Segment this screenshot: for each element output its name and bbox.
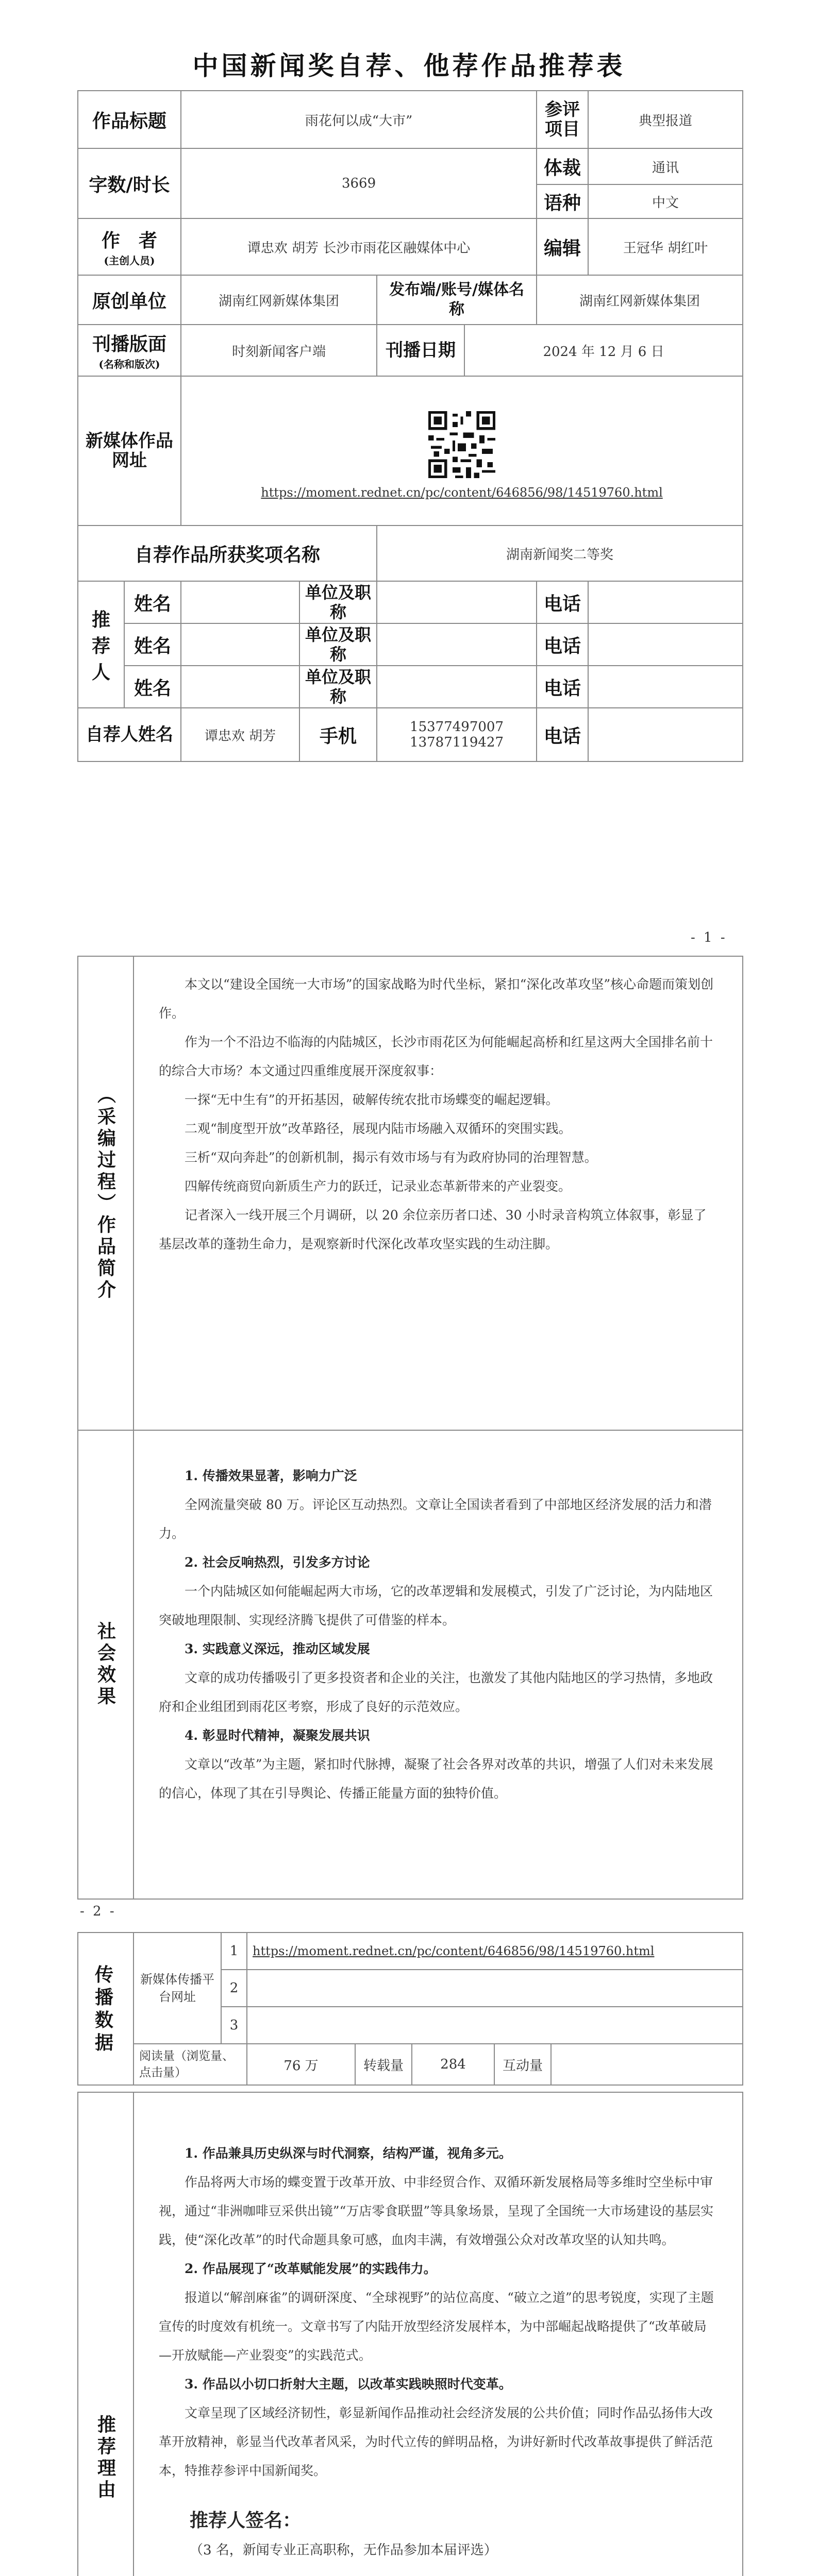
- process-paragraph: 三析“双向奔赴”的创新机制，揭示有效市场与有为政府协同的治理智慧。: [185, 1150, 597, 1165]
- author-value: 谭忠欢 胡芳 长沙市雨花区融媒体中心: [181, 218, 537, 275]
- language-label: 语种: [537, 184, 588, 218]
- publisher-value: 湖南红网新媒体集团: [537, 275, 743, 325]
- process-label: （采编过程）作品简介: [94, 1085, 116, 1301]
- name-value-2: [181, 623, 299, 666]
- info-table: [77, 90, 743, 762]
- name-value-3: [181, 666, 299, 708]
- genre-label: 体裁: [537, 148, 588, 184]
- process-content: [133, 956, 743, 1430]
- layout-label: [78, 325, 181, 376]
- platform-label: 新媒体传播平台网址: [133, 1933, 221, 2044]
- interact-label: 互动量: [494, 2044, 551, 2085]
- genre-value: 通讯: [588, 148, 743, 184]
- process-paragraph: 记者深入一线开展三个月调研，以 20 余位亲历者口述、30 小时录音构筑立体叙事，彰显了基层改革的蓬勃生命力，是观察新时代深化改革攻坚实践的生动注脚。: [159, 1208, 707, 1251]
- award-label: 自荐作品所获奖项名称: [78, 526, 377, 581]
- mobile-value: [377, 708, 537, 761]
- newmedia-label: 新媒体作品网址: [78, 376, 181, 526]
- process-paragraph: 作为一个不沿边不临海的内陆城区，长沙市雨花区为何能崛起高桥和红星这两大全国排名前十的综合大市场？本文通过四重维度展开深度叙事：: [159, 1035, 713, 1078]
- effect-body: 文章以“改革”为主题，紧扣时代脉搏，凝聚了社会各界对改革的共识，增强了人们对未来发展的信心，体现了其在引导舆论、传播正能量方面的独特价值。: [159, 1757, 713, 1801]
- name-value-1: [181, 581, 299, 623]
- reason-body: 作品将两大市场的蝶变置于改革开放、中非经贸合作、双循环新发展格局等多维时空坐标中审视，通过“非洲咖啡豆采供出镜”“万店零食联盟”等具象场景，呈现了全国统一大市场建设的基层实践，使“深化改革”的时代命题具象可感，血肉丰满，有效增强公众对改革攻坚的认知共鸣。: [159, 2175, 714, 2247]
- newmedia-url-link[interactable]: https://moment.rednet.cn/pc/content/646856/98/14519760.html: [261, 485, 663, 500]
- platform-url-1: [247, 1933, 743, 1970]
- publisher-label: 发布端/账号/媒体名称: [377, 275, 537, 325]
- name-label-3: 姓名: [124, 666, 181, 708]
- author-label: [78, 218, 181, 275]
- unit-label-3: 单位及职称: [299, 666, 377, 708]
- phone-value-2: [588, 623, 743, 666]
- recommender-label: 推荐人: [78, 581, 124, 708]
- reason-body: 文章呈现了区域经济韧性，彰显新闻作品推动社会经济发展的公共价值；同时作品弘扬伟大改革开放精神，彰显当代改革者风采，为时代立传的鲜明品格，为讲好新时代改革故事提供了鲜活范本，特推荐参评中国新闻奖。: [159, 2405, 713, 2478]
- work-title-value: 雨花何以成“大市”: [181, 91, 537, 148]
- effect-body: 文章的成功传播吸引了更多投资者和企业的关注，也激发了其他内陆地区的学习热情，多地政府和企业组团到雨花区考察，形成了良好的示范效应。: [159, 1670, 713, 1714]
- unit-value-3: [377, 666, 537, 708]
- origin-label: 原创单位: [78, 275, 181, 325]
- qr-code-icon: [428, 411, 495, 478]
- layout-value: 时刻新闻客户端: [181, 325, 377, 376]
- editor-value: 王冠华 胡红叶: [588, 218, 743, 275]
- category-label: 参评项目: [537, 91, 588, 148]
- page-number-1: - 1 -: [691, 930, 727, 945]
- share-value: 284: [412, 2044, 494, 2085]
- reason-heading: 3. 作品以小切口折射大主题，以改革实践映照时代变革。: [185, 2377, 512, 2392]
- name-label-1: 姓名: [124, 581, 181, 623]
- read-label: 阅读量（浏览量、点击量）: [133, 2044, 247, 2085]
- unit-label-2: 单位及职称: [299, 623, 377, 666]
- spread-table: [77, 1932, 743, 2086]
- effect-body: 一个内陆城区如何能崛起两大市场，它的改革逻辑和发展模式，引发了广泛讨论，为内陆地区突破地理限制、实现经济腾飞提供了可借鉴的样本。: [159, 1584, 713, 1628]
- process-paragraph: 四解传统商贸向新质生产力的跃迁，记录业态革新带来的产业裂变。: [185, 1179, 572, 1194]
- self-name-value: 谭忠欢 胡芳: [181, 708, 299, 761]
- process-paragraph: 本文以“建设全国统一大市场”的国家战略为时代坐标，紧扣“深化改革攻坚”核心命题而策划创作。: [159, 977, 714, 1021]
- effect-heading: 4. 彰显时代精神，凝聚发展共识: [185, 1728, 370, 1743]
- wordcount-value: 3669: [181, 148, 537, 218]
- wordcount-label: 字数/时长: [78, 148, 181, 218]
- date-label: 刊播日期: [377, 325, 464, 376]
- layout-label-text: 刊播版面: [92, 333, 167, 355]
- effect-body: 全网流量突破 80 万。评论区互动热烈。文章让全国读者看到了中部地区经济发展的活力和潜力。: [159, 1497, 712, 1541]
- effect-heading: 3. 实践意义深远，推动区域发展: [185, 1641, 370, 1656]
- platform-url-3: [247, 2007, 743, 2044]
- author-label-sub: (主创人员): [104, 255, 155, 267]
- origin-value: 湖南红网新媒体集团: [181, 275, 377, 325]
- platform-row-1: 1: [221, 1933, 247, 1970]
- interact-value: [551, 2044, 743, 2085]
- unit-value-2: [377, 623, 537, 666]
- phone-label-2: 电话: [537, 623, 588, 666]
- effect-heading: 1. 传播效果显著，影响力广泛: [185, 1468, 357, 1483]
- mobile-2: 13787119427: [410, 735, 504, 750]
- phone-value-3: [588, 666, 743, 708]
- editor-label: 编辑: [537, 218, 588, 275]
- reason-label: 推荐理由: [94, 2415, 116, 2501]
- recommender-sign-note: （3 名，新闻专业正高职称，无作品参加本届评选）: [190, 2543, 497, 2558]
- reason-heading: 1. 作品兼具历史纵深与时代洞察，结构严谨，视角多元。: [185, 2146, 512, 2161]
- phone-label-self: 电话: [537, 708, 588, 761]
- date-value: 2024 年 12 月 6 日: [464, 325, 743, 376]
- layout-label-sub: (名称和版次): [98, 358, 160, 370]
- self-label: 自荐人姓名: [78, 708, 181, 761]
- mobile-1: 15377497007: [410, 719, 504, 735]
- reason-label-cell: [78, 2092, 133, 2576]
- spread-label-cell: [78, 1933, 133, 2085]
- award-value: 湖南新闻奖二等奖: [377, 526, 743, 581]
- reason-table: [77, 2092, 743, 2576]
- page-number-2: - 2 -: [80, 1904, 116, 1919]
- process-paragraph: 一探“无中生有”的开拓基因，破解传统农批市场蝶变的崛起逻辑。: [185, 1092, 559, 1107]
- platform-url-2: [247, 1970, 743, 2007]
- share-label: 转载量: [355, 2044, 412, 2085]
- newmedia-cell: [181, 376, 743, 526]
- reason-content: [133, 2092, 743, 2576]
- work-title-label: 作品标题: [78, 91, 181, 148]
- effect-label: 社会效果: [94, 1621, 116, 1708]
- author-label-text: 作 者: [102, 230, 158, 251]
- spread-label: 传播数据: [94, 1964, 116, 2054]
- platform-url-link-1[interactable]: https://moment.rednet.cn/pc/content/646856/98/14519760.html: [253, 1944, 655, 1958]
- unit-label-1: 单位及职称: [299, 581, 377, 623]
- effect-label-cell: [78, 1430, 133, 1899]
- name-label-2: 姓名: [124, 623, 181, 666]
- platform-row-2: 2: [221, 1970, 247, 2007]
- process-effect-table: [77, 956, 743, 1900]
- process-paragraph: 二观“制度型开放”改革路径，展现内陆市场融入双循环的突围实践。: [185, 1121, 572, 1136]
- read-value: 76 万: [247, 2044, 355, 2085]
- mobile-label: 手机: [299, 708, 377, 761]
- language-value: 中文: [588, 184, 743, 218]
- phone-label-1: 电话: [537, 581, 588, 623]
- unit-value-1: [377, 581, 537, 623]
- effect-heading: 2. 社会反响热烈，引发多方讨论: [185, 1555, 370, 1570]
- form-title: 中国新闻奖自荐、他荐作品推荐表: [192, 50, 626, 81]
- recommender-sign-label: 推荐人签名：: [190, 2510, 302, 2531]
- effect-content: [133, 1430, 743, 1899]
- process-label-cell: [78, 956, 133, 1430]
- phone-value-1: [588, 581, 743, 623]
- category-value: 典型报道: [588, 91, 743, 148]
- reason-heading: 2. 作品展现了“改革赋能发展”的实践伟力。: [185, 2261, 437, 2276]
- phone-label-3: 电话: [537, 666, 588, 708]
- reason-body: 报道以“解剖麻雀”的调研深度、“全球视野”的站位高度、“破立之道”的思考锐度，实现了主题宣传的时度效有机统一。文章书写了内陆开放型经济发展样本，为中部崛起战略提供了“改革破局—开放赋能—产业裂变”的实践范式。: [159, 2290, 714, 2363]
- platform-row-3: 3: [221, 2007, 247, 2044]
- phone-value-self: [588, 708, 743, 761]
